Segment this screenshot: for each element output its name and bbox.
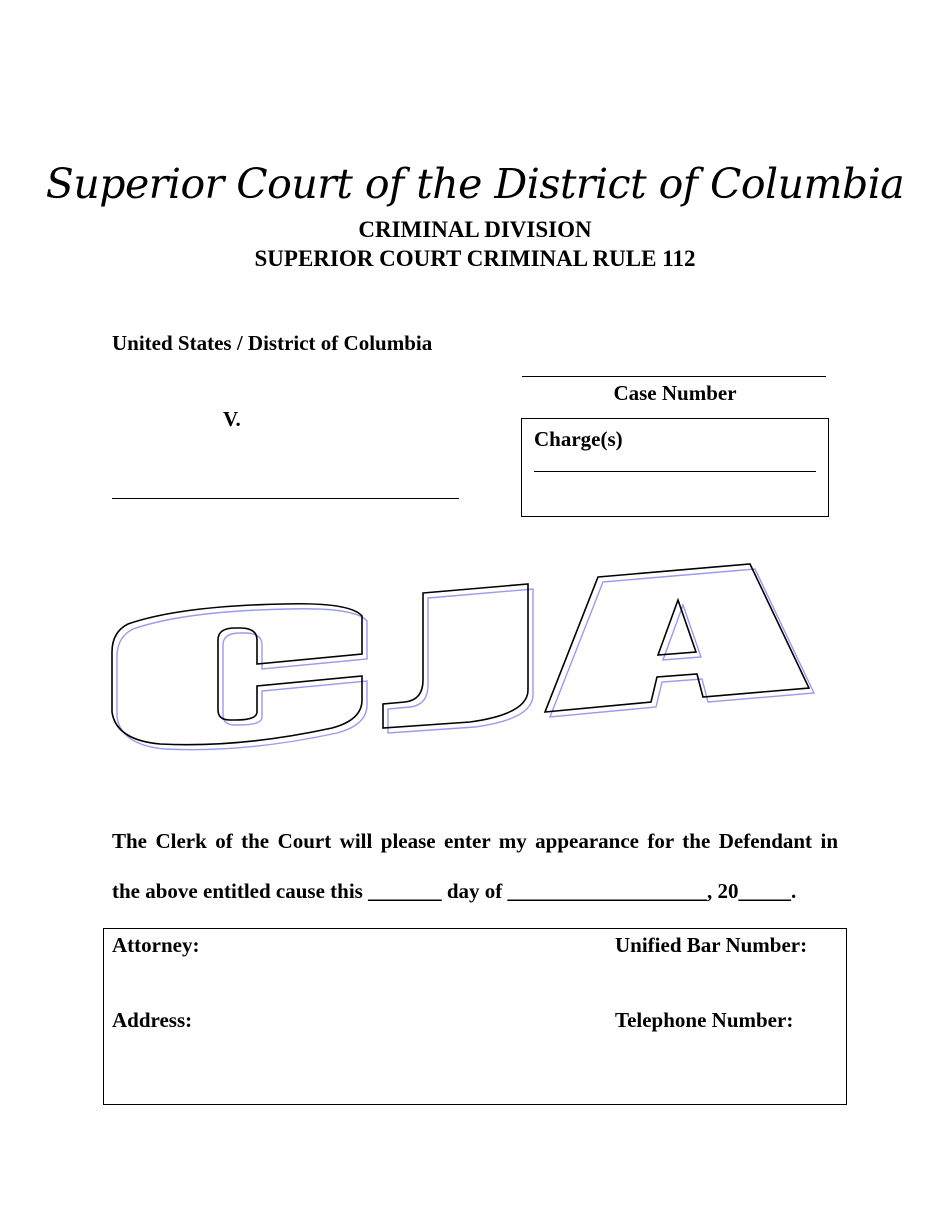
cja-logo [0,550,950,765]
plaintiff-label: United States / District of Columbia [112,331,433,355]
attorney-label: Attorney: [112,933,200,957]
appearance-line-2: the above entitled cause this _______ day of ___________________, 20_____. [112,879,797,903]
versus-label: V. [223,407,241,431]
attorney-info-box [103,928,847,1105]
case-number-line[interactable] [522,376,826,377]
telephone-label: Telephone Number: [615,1008,794,1032]
address-label: Address: [112,1008,193,1032]
bar-number-label: Unified Bar Number: [615,933,808,957]
charges-label: Charge(s) [534,427,623,451]
defendant-name-line[interactable] [112,498,459,499]
court-title: Superior Court of the District of Columbia [45,160,905,208]
charges-box[interactable] [521,418,829,517]
appearance-line-1: The Clerk of the Court will please enter my appearance for the Defendant in [112,829,838,853]
division-heading: CRIMINAL DIVISION [358,217,592,242]
charges-line[interactable] [534,471,816,472]
rule-heading: SUPERIOR COURT CRIMINAL RULE 112 [254,246,696,271]
case-number-label: Case Number [613,381,737,405]
